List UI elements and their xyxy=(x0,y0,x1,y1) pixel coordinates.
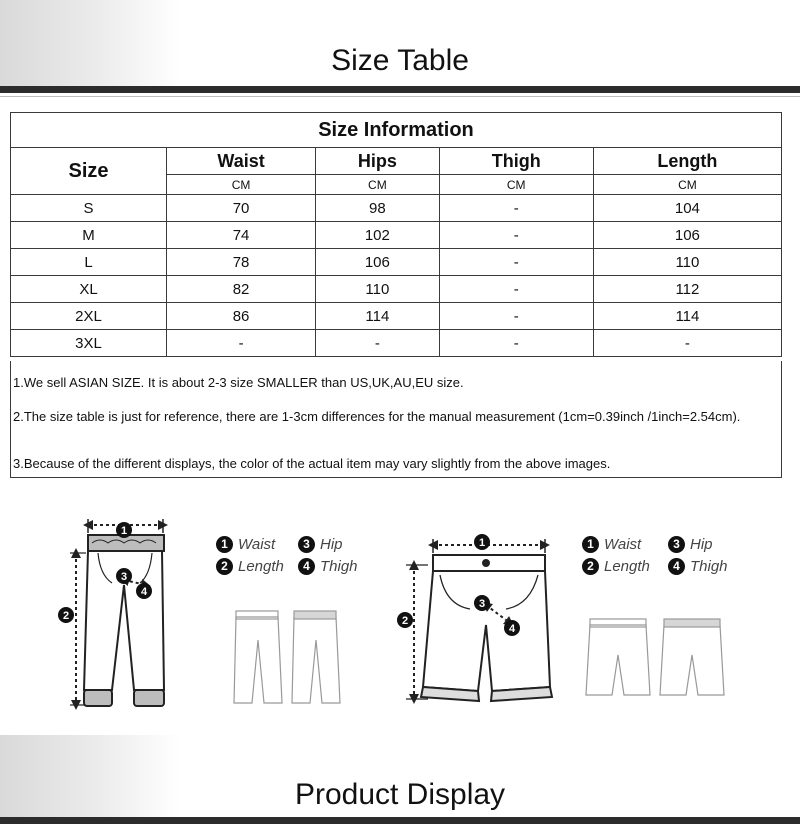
length-cell: - xyxy=(593,330,781,357)
table-row xyxy=(11,249,782,276)
waist-cell: - xyxy=(167,330,316,357)
thigh-cell: - xyxy=(439,222,593,249)
waist-cell: 86 xyxy=(167,303,316,330)
svg-text:2: 2 xyxy=(401,615,409,627)
length-column-header: Length xyxy=(593,148,781,175)
legend-number-3: 3 xyxy=(298,536,315,553)
measurement-diagram xyxy=(0,505,800,730)
svg-text:4: 4 xyxy=(508,623,516,635)
legend-label-hip: Hip xyxy=(320,536,343,553)
header-divider xyxy=(0,86,800,93)
shorts-illustration xyxy=(406,539,552,701)
table-row xyxy=(11,330,782,357)
legend-hip-pants xyxy=(298,536,343,553)
hips-cell: 106 xyxy=(316,249,439,276)
legend-number-4: 4 xyxy=(298,558,315,575)
legend-number-2: 2 xyxy=(582,558,599,575)
table-title: Size Information xyxy=(11,113,782,148)
size-cell: 3XL xyxy=(11,330,167,357)
note-measurement: 2.The size table is just for reference, there are 1-3cm differences for the manual measurement (1cm=0.39inch /1inch=2.54cm). xyxy=(13,409,741,424)
legend-length-shorts xyxy=(582,558,650,575)
length-cell: 104 xyxy=(593,195,781,222)
legend-label-thigh: Thigh xyxy=(690,558,728,575)
length-cell: 106 xyxy=(593,222,781,249)
pants-illustration xyxy=(70,519,164,706)
hips-unit: CM xyxy=(316,175,439,195)
legend-number-3: 3 xyxy=(668,536,685,553)
footer-divider xyxy=(0,817,800,824)
table-row xyxy=(11,303,782,330)
hips-cell: - xyxy=(316,330,439,357)
table-row xyxy=(11,276,782,303)
svg-text:3: 3 xyxy=(478,598,486,610)
legend-label-waist: Waist xyxy=(604,536,642,553)
hips-cell: 114 xyxy=(316,303,439,330)
legend-thigh-shorts xyxy=(668,558,728,575)
legend-waist-pants xyxy=(216,536,275,553)
waist-unit: CM xyxy=(167,175,316,195)
length-cell: 112 xyxy=(593,276,781,303)
thigh-cell: - xyxy=(439,195,593,222)
table-row xyxy=(11,195,782,222)
legend-label-hip: Hip xyxy=(690,536,713,553)
hips-cell: 110 xyxy=(316,276,439,303)
waist-cell: 70 xyxy=(167,195,316,222)
length-cell: 114 xyxy=(593,303,781,330)
svg-text:1: 1 xyxy=(478,537,486,549)
legend-label-length: Length xyxy=(238,558,284,575)
page-title: Size Table xyxy=(331,44,469,77)
header-banner xyxy=(0,0,800,100)
thigh-cell: - xyxy=(439,303,593,330)
pants-thumbnails xyxy=(234,611,340,703)
thigh-cell: - xyxy=(439,276,593,303)
thigh-cell: - xyxy=(439,249,593,276)
section-title: Product Display xyxy=(294,778,506,811)
legend-label-waist: Waist xyxy=(238,536,276,553)
size-column-header: Size xyxy=(11,148,167,195)
thigh-unit: CM xyxy=(439,175,593,195)
waist-cell: 74 xyxy=(167,222,316,249)
hips-cell: 98 xyxy=(316,195,439,222)
svg-text:2: 2 xyxy=(62,610,70,622)
note-asian-size: 1.We sell ASIAN SIZE. It is about 2-3 size SMALLER than US,UK,AU,EU size. xyxy=(13,375,464,390)
length-unit: CM xyxy=(593,175,781,195)
size-cell: XL xyxy=(11,276,167,303)
shorts-thumbnails xyxy=(586,619,724,695)
size-notes xyxy=(10,361,782,478)
legend-number-4: 4 xyxy=(668,558,685,575)
note-color: 3.Because of the different displays, the color of the actual item may vary slightly from the above images. xyxy=(13,456,611,471)
legend-number-1: 1 xyxy=(582,536,599,553)
waist-cell: 78 xyxy=(167,249,316,276)
legend-length-pants xyxy=(216,558,284,575)
legend-number-2: 2 xyxy=(216,558,233,575)
size-cell: S xyxy=(11,195,167,222)
size-cell: 2XL xyxy=(11,303,167,330)
thigh-cell: - xyxy=(439,330,593,357)
footer-banner xyxy=(0,735,800,840)
size-cell: L xyxy=(11,249,167,276)
waist-cell: 82 xyxy=(167,276,316,303)
legend-number-1: 1 xyxy=(216,536,233,553)
header-thin-divider xyxy=(0,96,800,97)
waist-column-header: Waist xyxy=(167,148,316,175)
legend-label-thigh: Thigh xyxy=(320,558,358,575)
size-table xyxy=(10,112,782,357)
length-cell: 110 xyxy=(593,249,781,276)
legend-hip-shorts xyxy=(668,536,713,553)
legend-thigh-pants xyxy=(298,558,358,575)
hips-cell: 102 xyxy=(316,222,439,249)
svg-text:1: 1 xyxy=(120,525,128,537)
thigh-column-header: Thigh xyxy=(439,148,593,175)
legend-waist-shorts xyxy=(582,536,641,553)
svg-text:3: 3 xyxy=(120,571,128,583)
svg-text:4: 4 xyxy=(140,586,148,598)
table-row xyxy=(11,222,782,249)
legend-label-length: Length xyxy=(604,558,650,575)
hips-column-header: Hips xyxy=(316,148,439,175)
size-cell: M xyxy=(11,222,167,249)
